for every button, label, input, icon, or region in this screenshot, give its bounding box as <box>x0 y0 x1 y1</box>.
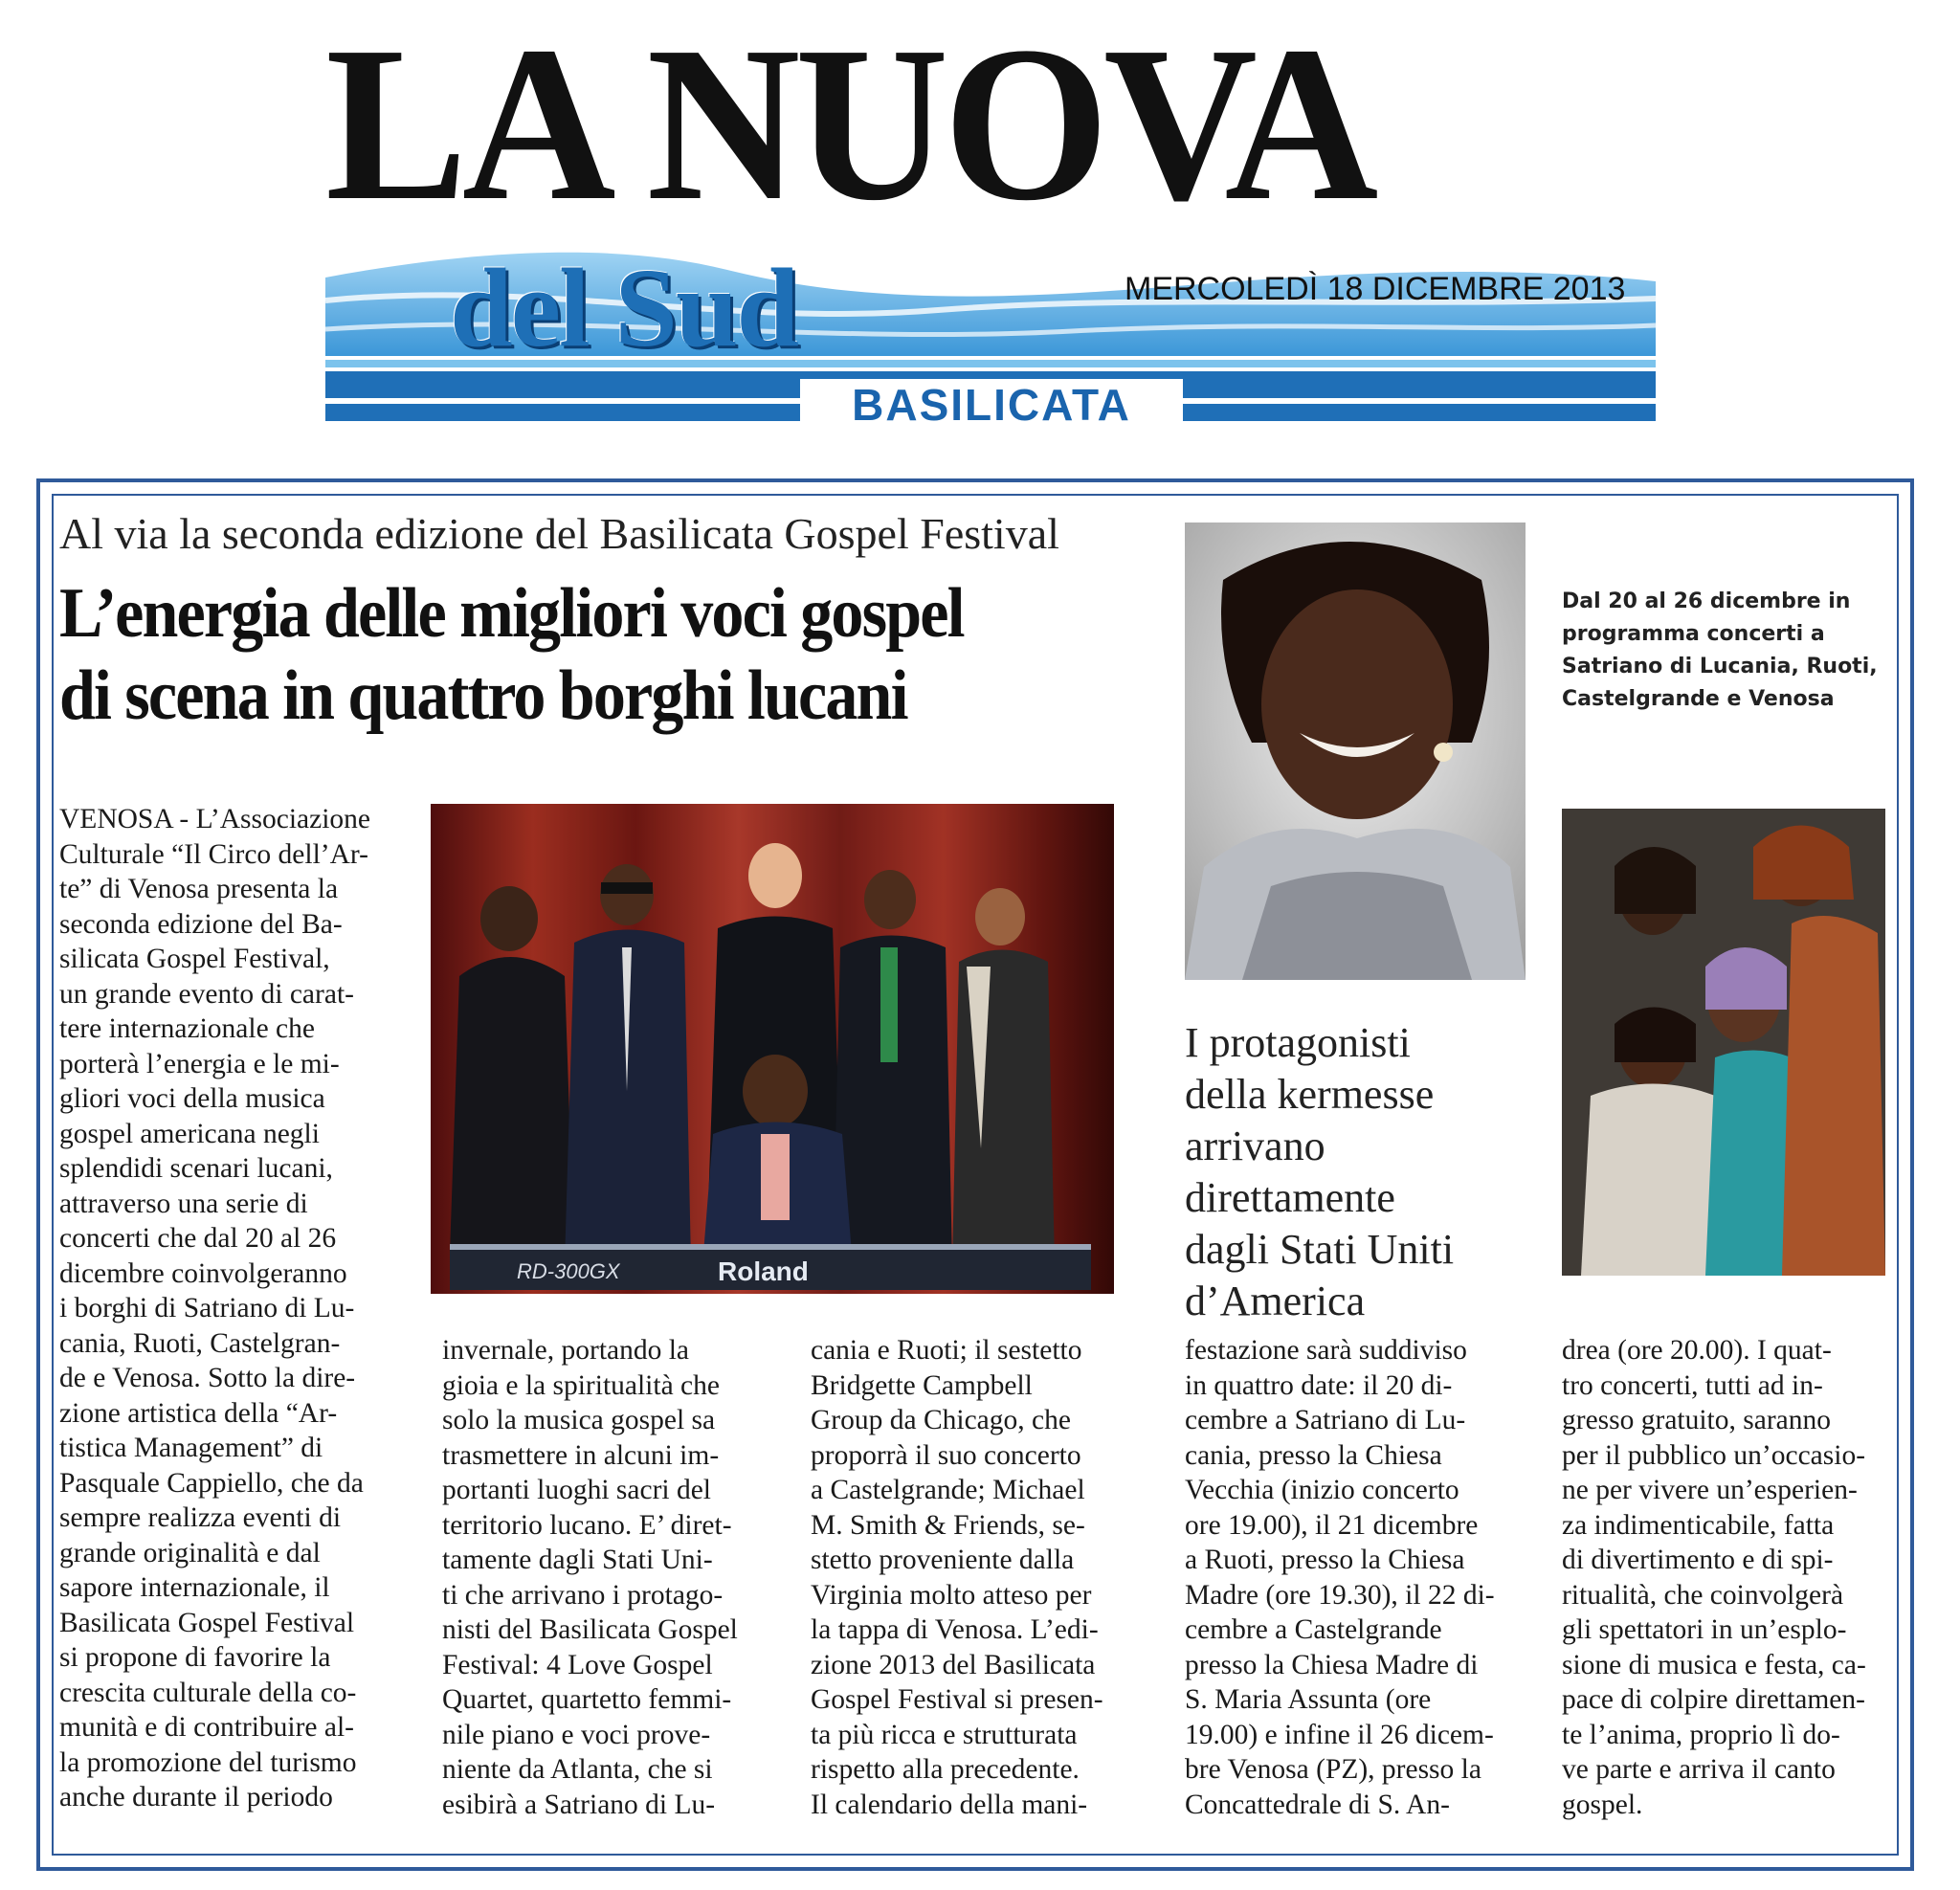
body-line: nisti del Basilicata Gospel <box>442 1614 738 1645</box>
body-line: a Ruoti, presso la Chiesa <box>1185 1545 1465 1575</box>
issue-date: MERCOLEDÌ 18 DICEMBRE 2013 <box>1125 271 1626 307</box>
body-line: cembre a Satriano di Lu- <box>1185 1405 1466 1435</box>
masthead-subtitle: del Sud <box>450 245 798 370</box>
body-line: Virginia molto atteso per <box>811 1579 1092 1611</box>
body-line: Concattedrale di S. An- <box>1185 1789 1450 1820</box>
body-line: presso la Chiesa Madre di <box>1185 1649 1479 1680</box>
body-line: attraverso una serie di <box>59 1188 308 1219</box>
body-line: zione artistica della “Ar- <box>59 1397 338 1429</box>
body-line: za indimenticabile, fatta <box>1562 1509 1835 1541</box>
body-line: gospel americana negli <box>59 1118 320 1149</box>
body-line: tere internazionale che <box>59 1013 315 1044</box>
body-line: cembre a Castelgrande <box>1185 1614 1442 1645</box>
body-line: gioia e la spiritualità che <box>442 1369 720 1401</box>
body-line: trasmettere in alcuni im- <box>442 1439 720 1471</box>
body-line: sapore internazionale, il <box>59 1572 330 1603</box>
group-photo <box>431 804 1114 1294</box>
article-teaser <box>1562 586 1887 716</box>
body-line: Quartet, quartetto femmi- <box>442 1684 732 1715</box>
body-line: niente da Atlanta, che si <box>442 1754 713 1785</box>
body-line: territorio lucano. E’ diret- <box>442 1509 732 1541</box>
body-line: S. Maria Assunta (ore <box>1185 1684 1432 1715</box>
body-line: festazione sarà suddiviso <box>1185 1335 1467 1366</box>
body-line: pace di colpire direttamen- <box>1562 1684 1865 1715</box>
caption-line: d’America <box>1185 1278 1366 1324</box>
body-line: Culturale “Il Circo dell’Ar- <box>59 838 368 870</box>
body-column-1 <box>59 802 413 1815</box>
body-line: ve parte e arriva il canto <box>1562 1754 1836 1785</box>
body-line: Festival: 4 Love Gospel <box>442 1649 713 1680</box>
body-line: esibirà a Satriano di Lu- <box>442 1789 716 1820</box>
body-line: ta più ricca e strutturata <box>811 1719 1078 1750</box>
portrait-photo-art <box>1185 523 1526 980</box>
teaser-line: Castelgrande e Venosa <box>1562 687 1835 711</box>
caption-line: della kermesse <box>1185 1071 1435 1118</box>
body-line: proporrà il suo concerto <box>811 1439 1081 1471</box>
caption-line: arrivano <box>1185 1123 1325 1169</box>
teaser-line: Satriano di Lucania, Ruoti, <box>1562 655 1878 678</box>
body-line: zione 2013 del Basilicata <box>811 1649 1096 1680</box>
body-line: ne per vivere un’esperien- <box>1562 1475 1858 1505</box>
body-line: cania e Ruoti; il sestetto <box>811 1335 1082 1366</box>
body-line: invernale, portando la <box>442 1335 690 1366</box>
body-line: gli spettatori in un’esplo- <box>1562 1614 1847 1645</box>
body-line: VENOSA - L’Associazione <box>59 804 371 834</box>
headline-line-2: di scena in quattro borghi lucani <box>59 656 907 735</box>
body-line: splendidi scenari lucani, <box>59 1153 333 1184</box>
body-line: de e Venosa. Sotto la dire- <box>59 1363 356 1393</box>
body-line: tistica Management” di <box>59 1433 323 1463</box>
photo-caption <box>1185 1017 1501 1327</box>
body-line: cania, presso la Chiesa <box>1185 1439 1442 1471</box>
body-line: seconda edizione del Ba- <box>59 908 343 940</box>
body-line: drea (ore 20.00). I quat- <box>1562 1335 1832 1366</box>
body-line: ritualità, che coinvolgerà <box>1562 1579 1844 1611</box>
body-line: stetto proveniente dalla <box>811 1545 1075 1575</box>
body-line: gospel. <box>1562 1789 1643 1820</box>
body-line: 19.00) e infine il 26 dicem- <box>1185 1719 1494 1750</box>
teaser-line: Dal 20 al 26 dicembre in <box>1562 589 1851 613</box>
body-line: a Castelgrande; Michael <box>811 1475 1085 1505</box>
section-label: BASILICATA <box>800 379 1183 431</box>
body-line: Bridgette Campbell <box>811 1369 1033 1401</box>
body-line: per il pubblico un’occasio- <box>1562 1439 1866 1471</box>
body-line: in quattro date: il 20 di- <box>1185 1369 1453 1401</box>
body-line: sione di musica e festa, ca- <box>1562 1649 1866 1680</box>
body-line: un grande evento di carat- <box>59 978 354 1010</box>
body-line: M. Smith & Friends, se- <box>811 1509 1085 1541</box>
body-line: crescita culturale della co- <box>59 1677 357 1708</box>
body-line: ore 19.00), il 21 dicembre <box>1185 1509 1479 1541</box>
body-line: gresso gratuito, saranno <box>1562 1405 1831 1435</box>
body-line: grande originalità e dal <box>59 1537 321 1568</box>
body-line: munità e di contribuire al- <box>59 1712 355 1743</box>
body-line: la promozione del turismo <box>59 1746 357 1778</box>
body-line: i borghi di Satriano di Lu- <box>59 1293 355 1323</box>
body-line: solo la musica gospel sa <box>442 1405 716 1435</box>
body-line: rispetto alla precedente. <box>811 1754 1080 1785</box>
body-line: cania, Ruoti, Castelgran- <box>59 1327 341 1359</box>
quartet-photo-art <box>1562 809 1885 1276</box>
quartet-photo <box>1562 809 1885 1276</box>
body-line: dicembre coinvolgeranno <box>59 1257 347 1289</box>
body-line: Basilicata Gospel Festival <box>59 1607 355 1638</box>
body-line: tro concerti, tutti ad in- <box>1562 1369 1823 1401</box>
body-column-4 <box>1185 1333 1529 1822</box>
masthead-title: LA NUOVA <box>325 1 1373 247</box>
body-column-3 <box>811 1333 1146 1822</box>
group-photo-art <box>431 804 1114 1294</box>
caption-line: direttamente <box>1185 1174 1395 1221</box>
body-line: la tappa di Venosa. L’edi- <box>811 1614 1099 1645</box>
keyboard-model: RD-300GX <box>517 1259 620 1283</box>
body-line: Gospel Festival si presen- <box>811 1684 1103 1715</box>
body-column-2 <box>442 1333 777 1822</box>
body-line: tamente dagli Stati Uni- <box>442 1545 713 1575</box>
body-line: Group da Chicago, che <box>811 1405 1071 1435</box>
article-kicker: Al via la seconda edizione del Basilicata Gospel Festival <box>59 509 1059 558</box>
body-line: anche durante il periodo <box>59 1782 333 1812</box>
caption-line: dagli Stati Uniti <box>1185 1226 1455 1273</box>
keyboard-brand: Roland <box>718 1256 809 1286</box>
teaser-line: programma concerti a <box>1562 622 1825 646</box>
article-headline <box>59 572 1099 737</box>
body-line: di divertimento e di spi- <box>1562 1545 1834 1575</box>
body-line: Madre (ore 19.30), il 22 di- <box>1185 1579 1495 1611</box>
body-line: concerti che dal 20 al 26 <box>59 1223 337 1254</box>
body-line: Pasquale Cappiello, che da <box>59 1467 364 1499</box>
body-line: te l’anima, proprio lì do- <box>1562 1719 1840 1750</box>
body-line: porterà l’energia e le mi- <box>59 1048 340 1079</box>
body-line: sempre realizza eventi di <box>59 1502 342 1533</box>
caption-line: I protagonisti <box>1185 1019 1411 1066</box>
body-line: nile piano e voci prove- <box>442 1719 711 1750</box>
body-line: ti che arrivano i protago- <box>442 1579 724 1611</box>
body-line: te” di Venosa presenta la <box>59 874 339 904</box>
headline-line-1: L’energia delle migliori voci gospel <box>59 574 964 653</box>
body-column-5 <box>1562 1333 1887 1822</box>
body-line: gliori voci della musica <box>59 1083 325 1114</box>
portrait-photo <box>1185 523 1526 980</box>
body-line: Il calendario della mani- <box>811 1789 1088 1820</box>
body-line: Vecchia (inizio concerto <box>1185 1475 1459 1505</box>
body-line: portanti luoghi sacri del <box>442 1475 711 1505</box>
body-line: si propone di favorire la <box>59 1642 331 1673</box>
body-line: bre Venosa (PZ), presso la <box>1185 1754 1481 1785</box>
body-line: silicata Gospel Festival, <box>59 944 330 974</box>
